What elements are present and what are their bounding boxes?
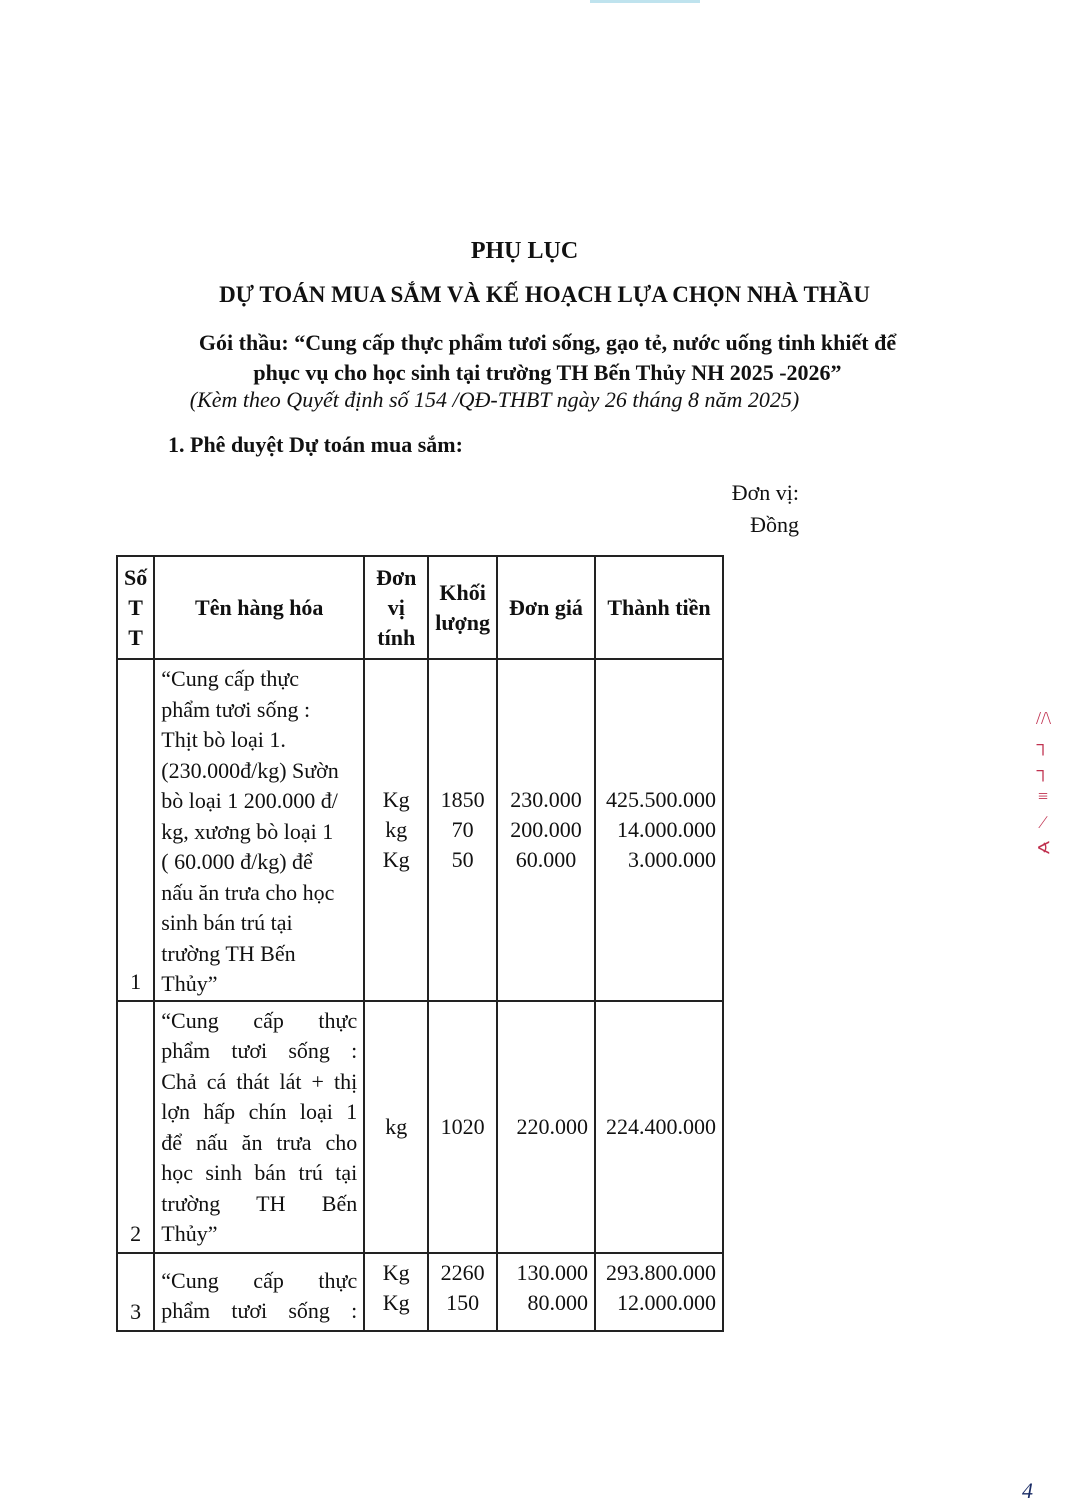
unit-value-cell: Kg (382, 1259, 410, 1285)
red-stamp-mark: //\ ┐ ┐ ≡ ∕ ∢ (1036, 708, 1052, 858)
unit-value-cell: Kg (382, 1289, 410, 1315)
row-item-name (154, 1001, 364, 1253)
total-value: 14.000.000 (616, 816, 716, 842)
qty-value: 2260 (440, 1259, 485, 1285)
row-units (364, 1001, 428, 1253)
row-item-name (154, 659, 364, 1001)
header-qty-line: Khối (439, 579, 486, 605)
package-line-1: Gói thầu: “Cung cấp thực phẩm tươi sống, gạo tẻ, nước uống tinh khiết để (198, 330, 897, 355)
name-line: Thủy” (161, 971, 218, 996)
price-value: 200.000 (510, 816, 582, 842)
price-value: 80.000 (527, 1289, 588, 1315)
row-prices (497, 1253, 595, 1331)
unit-label: Đơn vị: (731, 480, 799, 505)
unit-value: Đồng (750, 512, 799, 537)
header-name: Tên hàng hóa (154, 556, 364, 659)
name-line: phẩm tươi sống : (161, 1298, 358, 1323)
qty-value: 50 (451, 846, 474, 872)
name-line: phẩm tươi sống : (161, 696, 311, 722)
table-row (117, 1001, 723, 1253)
header-stt (117, 556, 154, 659)
name-line: nấu ăn trưa cho học (161, 879, 335, 905)
qty-value: 70 (451, 816, 474, 842)
name-line: Chả cá thát lát + thị (161, 1068, 358, 1094)
row-qtys (428, 1253, 497, 1331)
name-line: lợn hấp chín loại 1 (161, 1099, 358, 1124)
price-value: 230.000 (510, 786, 582, 812)
name-line: “Cung cấp thực (161, 666, 300, 691)
name-line: để nấu ăn trưa cho (161, 1129, 358, 1155)
row-totals (595, 659, 723, 1001)
header-stt-line: T (128, 594, 143, 620)
page-number: 4 (1022, 1478, 1033, 1503)
top-scan-mark (590, 0, 700, 3)
price-value: 220.000 (516, 1113, 588, 1139)
row-item-name (154, 1253, 364, 1331)
total-value: 293.800.000 (605, 1259, 716, 1285)
name-line: trường TH Bến (161, 1190, 358, 1216)
attachment-note: (Kèm theo Quyết định số 154 /QĐ-THBT ngày 26 tháng 8 năm 2025) (189, 387, 800, 412)
price-value: 130.000 (516, 1259, 588, 1285)
header-qty (428, 556, 497, 659)
qty-value: 150 (446, 1289, 480, 1315)
header-qty-line: lượng (435, 609, 490, 635)
name-line: phẩm tươi sống : (161, 1038, 358, 1063)
section-heading: 1. Phê duyệt Dự toán mua sắm: (168, 432, 463, 457)
row-stt: 3 (117, 1253, 154, 1331)
table-row (117, 659, 723, 1001)
unit-value-cell: kg (385, 1113, 408, 1139)
row-totals (595, 1001, 723, 1253)
total-value: 425.500.000 (605, 786, 716, 812)
header-unit-line: tính (377, 624, 416, 650)
total-value: 12.000.000 (616, 1289, 716, 1315)
name-line: học sinh bán trú tại (161, 1160, 358, 1185)
table-row (117, 1253, 723, 1331)
name-line: bò loại 1 200.000 đ/ (161, 788, 338, 813)
header-stt-line: T (128, 624, 143, 650)
name-line: ( 60.000 đ/kg) để (161, 849, 313, 874)
name-line: Thủy” (161, 1221, 218, 1246)
header-unit-line: vị (387, 594, 405, 620)
name-line: sinh bán trú tại (161, 910, 293, 935)
name-line: Thịt bò loại 1. (161, 727, 286, 752)
row-units (364, 659, 428, 1001)
row-stt: 1 (117, 659, 154, 1001)
total-value: 224.400.000 (605, 1113, 716, 1139)
unit-value-cell: kg (385, 816, 408, 842)
estimate-table (116, 555, 724, 1332)
name-line: kg, xương bò loại 1 (161, 818, 334, 844)
qty-value: 1020 (440, 1113, 485, 1139)
total-value: 3.000.000 (627, 846, 716, 872)
row-prices (497, 1001, 595, 1253)
row-units (364, 1253, 428, 1331)
name-line: “Cung cấp thực (161, 1007, 358, 1033)
unit-value-cell: Kg (382, 846, 410, 872)
row-stt: 2 (117, 1001, 154, 1253)
package-line-2: phục vụ cho học sinh tại trường TH Bến Thủy NH 2025 -2026” (253, 360, 842, 385)
name-line: trường TH Bến (161, 940, 296, 966)
document-subtitle: DỰ TOÁN MUA SẮM VÀ KẾ HOẠCH LỰA CHỌN NHÀ THẦU (219, 282, 870, 307)
unit-value-cell: Kg (382, 786, 410, 812)
name-line: “Cung cấp thực (161, 1267, 358, 1293)
header-total: Thành tiền (595, 556, 723, 659)
qty-value: 1850 (440, 786, 485, 812)
header-stt-line: Số (124, 564, 148, 590)
row-qtys (428, 659, 497, 1001)
table-header-row (117, 556, 723, 659)
row-totals (595, 1253, 723, 1331)
row-qtys (428, 1001, 497, 1253)
price-value: 60.000 (515, 846, 577, 872)
header-unit-line: Đơn (376, 564, 417, 590)
header-unit (364, 556, 428, 659)
document-title: PHỤ LỤC (470, 238, 579, 264)
row-prices (497, 659, 595, 1001)
name-line: (230.000đ/kg) Sườn (161, 757, 339, 783)
header-price: Đơn giá (497, 556, 595, 659)
